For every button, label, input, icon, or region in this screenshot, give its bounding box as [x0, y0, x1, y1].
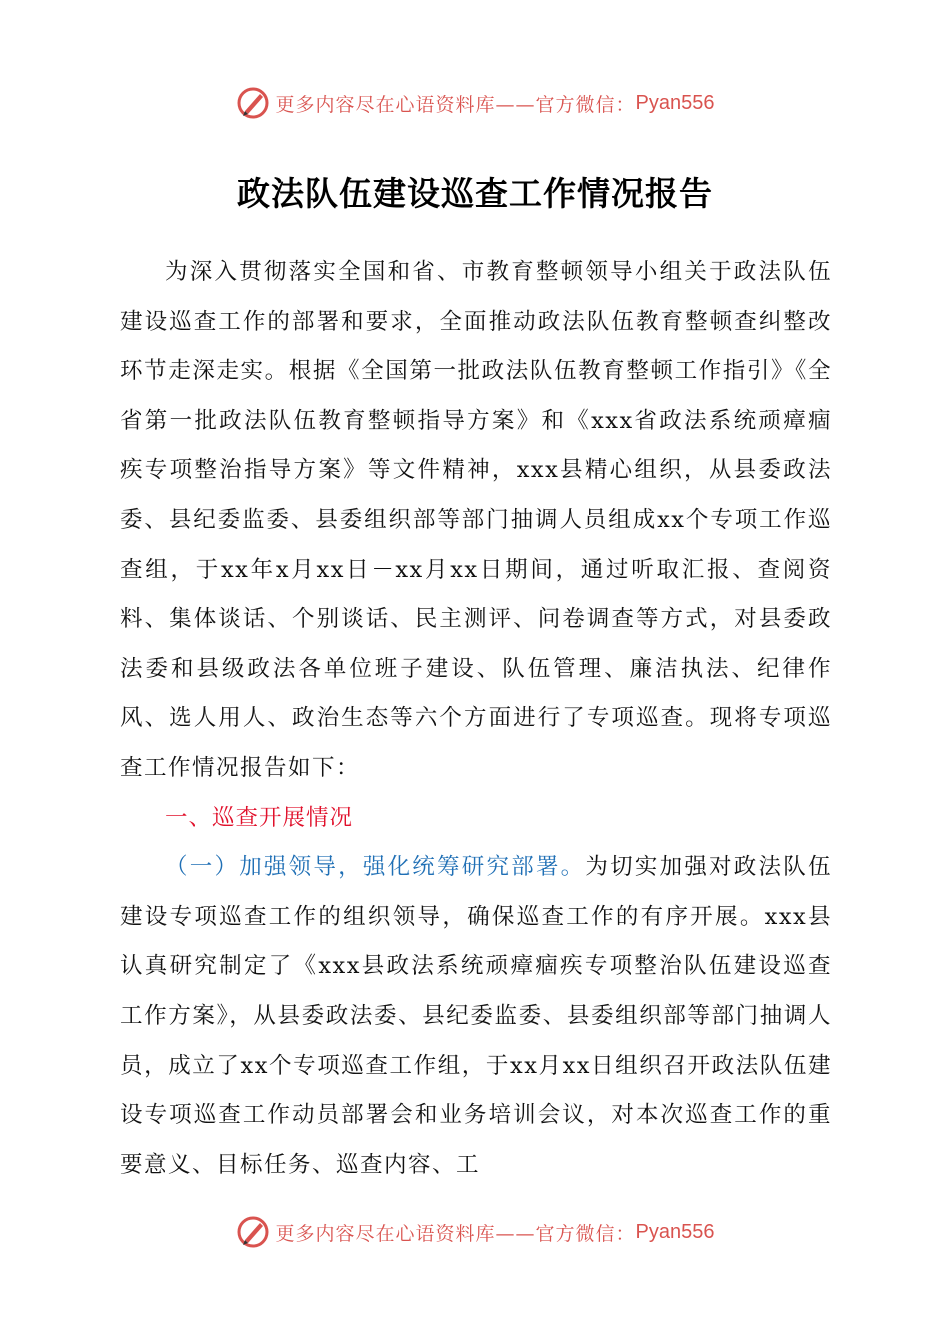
pen-logo-icon [236, 1215, 270, 1249]
section-heading: 一、巡查开展情况 [165, 804, 354, 831]
banner-brand-text: 更多内容尽在心语资料库—— [275, 93, 536, 116]
footer-banner [0, 1212, 950, 1252]
banner-contact-label: 官方微信： [535, 1222, 636, 1245]
banner-contact-label: 官方微信： [535, 93, 636, 116]
banner-wechat-id: Pyan556 [635, 1220, 715, 1243]
document-body [120, 248, 832, 1190]
document-title: 政法队伍建设巡查工作情况报告 [237, 174, 713, 213]
section-paragraph [120, 843, 832, 1190]
intro-paragraph: 为深入贯彻落实全国和省、市教育整顿领导小组关于政法队伍建设巡查工作的部署和要求，全面推动政法队伍教育整顿查纠整改环节走深走实。根据《全国第一批政法队伍教育整顿工作指引》《全省第一批政法队伍教育整顿指导方案》和《xxx省政法系统顽瘴痼疾专项整治指导方案》等文件精神，xxx县精心组织，从县委政法委、县纪委监委、县委组织部等部门抽调人员组成xx个专项工作巡查组，于xx年x月xx日－xx月xx日期间，通过听取汇报、查阅资料、集体谈话、个别谈话、民主测评、问卷调查等方式，对县委政法委和县级政法各单位班子建设、队伍管理、廉洁执法、纪律作风、选人用人、政治生态等六个方面进行了专项巡查。现将专项巡查工作情况报告如下： [120, 259, 832, 781]
subsection-heading: （一）加强领导，强化统筹研究部署。 [165, 854, 586, 881]
subsection-text: 为切实加强对政法队伍建设专项巡查工作的组织领导，确保巡查工作的有序开展。xxx县认真研究制定了《xxx县政法系统顽瘴痼疾专项整治队伍建设巡查工作方案》，从县委政法委、县纪委监委、县委组织部等部门抽调人员，成立了xx个专项巡查工作组，于xx月xx日组织召开政法队伍建设专项巡查工作动员部署会和业务培训会议，对本次巡查工作的重要意义、目标任务、巡查内容、工 [120, 854, 832, 1178]
banner-brand-text: 更多内容尽在心语资料库—— [275, 1222, 536, 1245]
pen-logo-icon [236, 86, 270, 120]
header-banner [0, 83, 950, 123]
banner-wechat-id: Pyan556 [635, 91, 715, 114]
